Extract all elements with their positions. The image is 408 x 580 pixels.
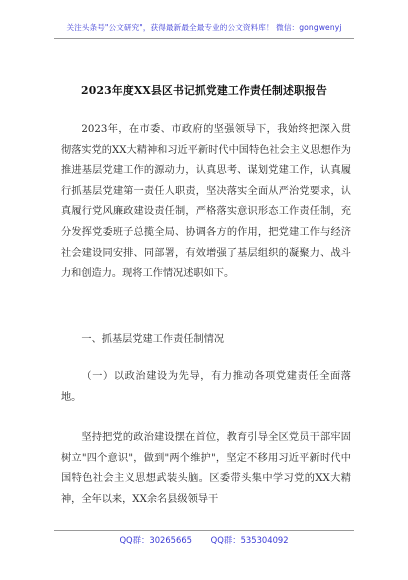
header-banner: 关注头条号"公文研究"，获得最新最全最专业的公文资料库！ 微信：gongwenyj: [66, 23, 342, 32]
footer-qq-group-2: QQ群：535304092: [210, 535, 289, 545]
section-heading: 一、抓基层党建工作责任制情况: [81, 334, 225, 345]
footer-qq-group-1: QQ群：30265665: [119, 535, 192, 545]
footer-contact: [0, 534, 408, 546]
body-paragraph: 坚持把党的政治建设摆在首位，教育引导全区党员干部牢固树立"四个意识"，做到"两个维护"，坚定不移用习近平新时代中国特色社会主义思想武装头脑。区委带头集中学习党的XX大精神，全年以来，XX余名县级领导干: [61, 432, 351, 505]
document-title: 2023年度XX县区书记抓党建工作责任制述职报告: [81, 84, 327, 97]
header-divider: [54, 38, 354, 39]
subsection-paragraph: （一）以政治建设为先导，有力推动各项党建责任全面落地。: [61, 371, 351, 403]
footer-divider: [54, 530, 354, 531]
intro-paragraph: 2023年，在市委、市政府的坚强领导下，我始终把深入贯彻落实党的XX大精神和习近平新时代中国特色社会主义思想作为推进基层党建工作的源动力，认真思考、谋划党建工作，认真履行抓基层党建第一责任人职责，坚决落实全面从严治党要求，认真履行党风廉政建设责任制，严格落实意识形态工作责任制，充分发挥党委班子总揽全局、协调各方的作用，把党建工作与经济社会建设同安排、同部署，有效增强了基层组织的凝聚力、战斗力和创造力。现将工作情况述职如下。: [61, 124, 351, 280]
